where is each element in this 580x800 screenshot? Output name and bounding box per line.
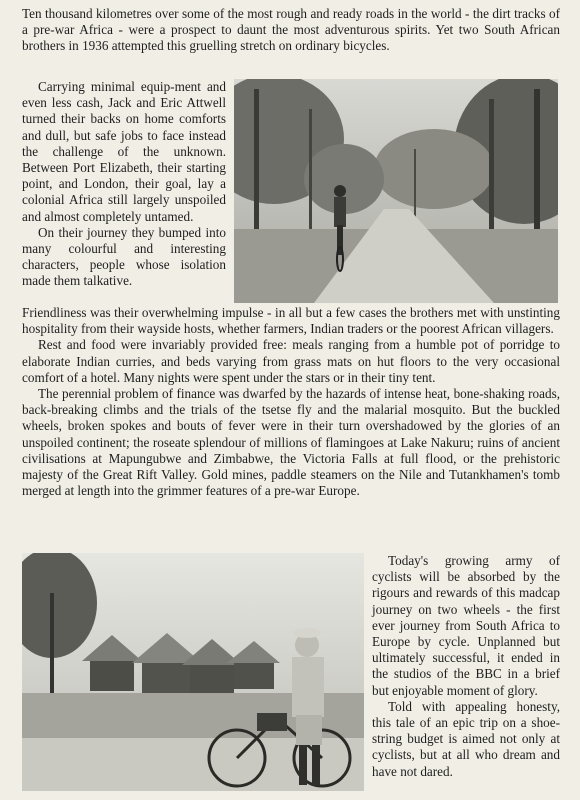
paragraph-attwell-brothers: Carrying minimal equip-ment and even less cash, Jack and Eric Attwell turned their backs on home comforts and dull, but safe jobs to face instead the challenge of the unknown. Between Port Elizabeth, their starting point, and London, their goal, lay a colonial Africa still largely unspoiled and almost completely untamed. bbox=[22, 79, 226, 224]
paragraph-finance-hazards: The perennial problem of finance was dwarfed by the hazards of intense heat, bone-shaking roads, back-breaking climbs and the trials of the tsetse fly and the malarial mosquito. But the buckled wheels, broken spokes and bouts of fever were in their turn overshadowed by the glories of an unspoiled continent; the roseate splendour of millions of flamingoes at Lake Nakuru; ruins of ancient civilisations at Mapungubwe and Zimbabwe, the Victoria Falls at full flood, or the prehistoric majesty of the Great Rift Valley. Gold mines, paddle steamers on the Nile and Tutankhamen's tomb merged at length into the grimmer features of a pre-war Europe. bbox=[22, 386, 560, 499]
paragraph-appealing-honesty: Told with appealing honesty, this tale of an epic trip on a shoe-string budget is aimed not only at cyclists, but at all who dream and have not dared. bbox=[372, 698, 560, 779]
middle-block bbox=[22, 305, 560, 499]
photo-cyclist-village bbox=[22, 553, 364, 791]
cyclist-by-village-huts-photo bbox=[22, 553, 364, 791]
paragraph-rest-and-food: Rest and food were invariably provided free: meals ranging from a humble pot of porridge to elaborate Indian curries, and beds varying from grass mats on hut floors to the very occasional comfort of a hotel. Many nights were spent under the stars or in their tiny tent. bbox=[22, 337, 560, 385]
paragraph-friendliness: Friendliness was their overwhelming impulse - in all but a few cases the brothers met with unstinting hospitality from their wayside hosts, whether farmers, Indian traders or the poorest African villagers. bbox=[22, 305, 560, 337]
intro-block bbox=[22, 6, 560, 55]
intro-paragraph: Ten thousand kilometres over some of the most rough and ready roads in the world - the dirt tracks of a pre-war Africa - were a prospect to daunt the most adventurous spirits. Yet two South African brothers in 1936 attempted this gruelling stretch on ordinary bicycles. bbox=[22, 6, 560, 54]
cyclist-on-forest-road-photo bbox=[234, 79, 558, 303]
right-column-lower bbox=[372, 553, 560, 780]
paragraph-cyclists-army: Today's growing army of cyclists will be absorbed by the rigours and rewards of this madcap journey on two wheels - the first ever journey from South Africa to Europe by cycle. Unplanned but ultimately successful, it ended in the studios of the BBC in a brief but enjoyable moment of glory. bbox=[372, 553, 560, 698]
left-column-upper bbox=[22, 79, 226, 290]
paragraph-journey-characters: On their journey they bumped into many colourful and interesting characters, people whose isolation made them talkative. bbox=[22, 224, 226, 289]
photo-cyclist-forest-road bbox=[234, 79, 558, 303]
